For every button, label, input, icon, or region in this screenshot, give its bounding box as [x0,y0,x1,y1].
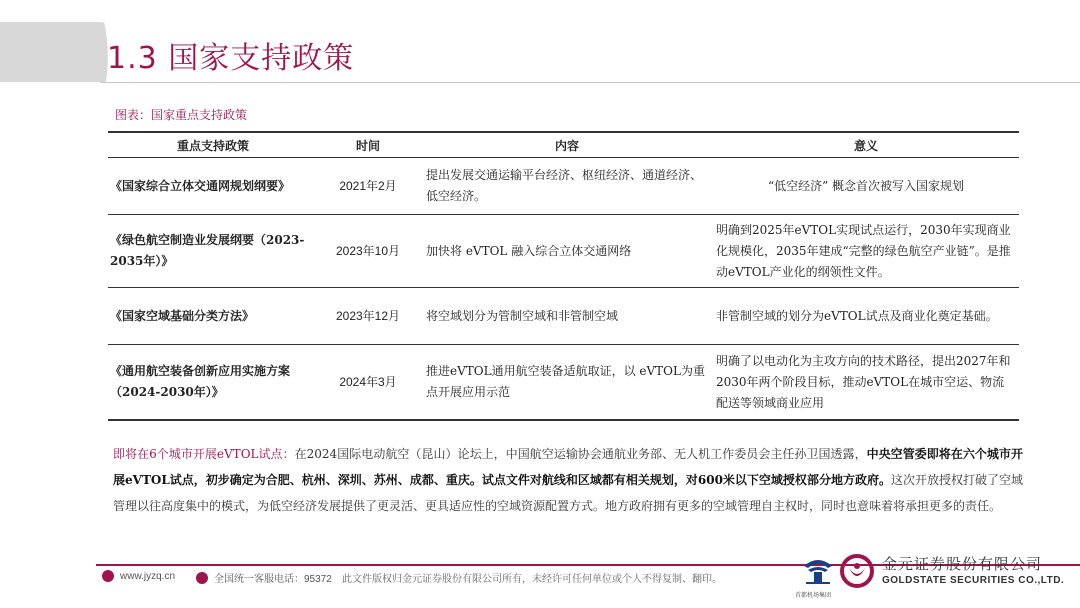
footer-website [102,570,175,582]
paragraph-bold: 中央空管委即将在六个城市开展eVTOL试点，初步确定为合肥、杭州、深圳、苏州、成都、重庆。试点文件对航线和区域都有相关规划，对600米以下空域授权部分地方政府。 [113,447,1023,487]
table-row [108,158,1019,214]
goldstate-logo [840,554,874,588]
time-cell: 2023年12月 [335,308,401,323]
meaning-cell: 非管制空域的划分为eVTOL试点及商业化奠定基础。 [716,308,998,323]
globe-icon [102,570,114,582]
policy-cell: 《绿色航空制造业发展纲要（2023-2035年）》 [110,233,305,268]
footer-notice: 此文件版权归金元证券股份有限公司所有，未经许可任何单位或个人不得复制、翻印。 [342,574,722,585]
slide-header [0,0,1080,86]
company-name-en: GOLDSTATE SECURITIES CO.,LTD. [882,575,1065,586]
table-row [108,288,1019,344]
phone-icon [196,572,208,584]
body-paragraph [113,441,1023,519]
airport-group-logo [800,552,836,588]
time-cell: 2024年3月 [339,374,397,389]
time-cell: 2021年2月 [339,178,397,193]
table-bottom-rule [108,419,1019,421]
policy-cell: 《国家空域基础分类方法》 [110,308,255,323]
table-row [108,215,1019,287]
time-cell: 2023年10月 [335,243,401,258]
airport-group-label: 首都机场集团 [795,593,832,599]
paragraph-lead: 即将在6个城市开展eVTOL试点： [113,447,295,461]
content-cell: 推进eVTOL通用航空装备适航取证，以 eVTOL为重点开展应用示范 [426,364,705,399]
content-cell: 加快将 eVTOL 融入综合立体交通网络 [426,243,632,258]
meaning-cell: 明确到2025年eVTOL实现试点运行，2030年实现商业化规模化，2035年建成“完整的绿色航空产业链”。是推动eVTOL产业化的纲领性文件。 [716,222,1011,279]
page-title: 1.3 国家支持政策 [107,41,355,76]
policy-cell: 《国家综合立体交通网规划纲要》 [110,178,291,193]
footer-hotline [196,570,332,585]
header-time: 时间 [355,139,380,153]
table-header-row [108,133,1019,159]
table-row [108,345,1019,419]
company-name-cn: 金元证券股份有限公司 [882,555,1043,573]
slide-footer [0,550,1080,608]
header-meaning: 意义 [853,139,878,153]
header-content: 内容 [554,139,579,153]
title-divider [100,82,1080,83]
content-cell: 提出发展交通运输平台经济、枢纽经济、通道经济、低空经济。 [426,168,703,203]
website-text: www.jyzq.cn [120,570,176,582]
paragraph-text-1: 在2024国际电动航空（昆山）论坛上，中国航空运输协会通航业务部、无人机工作委员会主任孙卫国透露， [294,447,867,461]
hotline-text: 全国统一客服电话：95372 [214,574,332,585]
header-policy: 重点支持政策 [176,139,249,153]
table-caption: 图表：国家重点支持政策 [115,108,248,122]
content-cell: 将空域划分为管制空域和非管制空域 [426,308,619,323]
meaning-cell: “低空经济” 概念首次被写入国家规划 [767,178,965,193]
policy-cell: 《通用航空装备创新应用实施方案（2024-2030年）》 [110,364,291,399]
meaning-cell: 明确了以电动化为主攻方向的技术路径，提出2027年和2030年两个阶段目标，推动eVTOL在城市空运、物流配送等领域商业应用 [716,353,1011,410]
paragraph-text-2: 这次开放授权打破了空域管理以往高度集中的模式，为低空经济发展提供了更灵活、更具适应性的空域资源配置方式。地方政府拥有更多的空域管理自主权时，同时也意味着将承担更多的责任。 [113,473,1023,513]
